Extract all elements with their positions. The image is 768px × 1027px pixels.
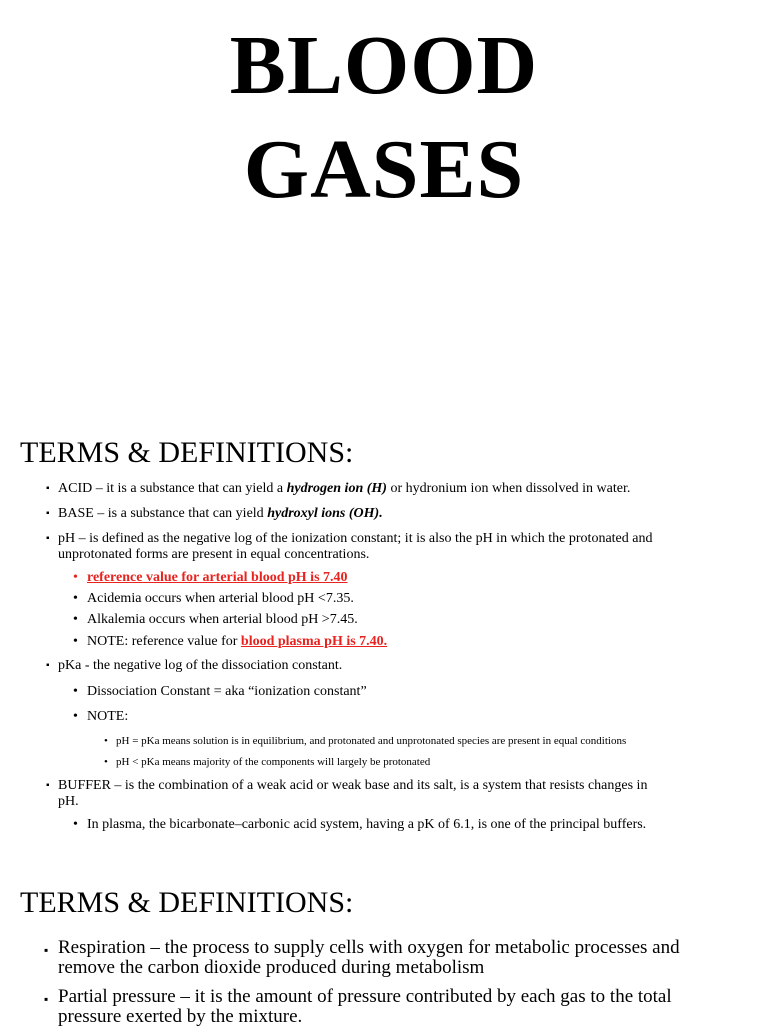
bullet-square-icon: ▪ <box>46 780 50 791</box>
page-title-line-1: BLOOD <box>229 19 539 112</box>
definition-partial-pressure: ▪ Partial pressure – it is the amount of pressure contributed by each gas to the total pressure exerted by the mixture. <box>44 986 672 1027</box>
pka-note-protonated: • pH < pKa means majority of the components will largely be protonated <box>104 756 431 768</box>
definition-base: ▪ BASE – is a substance that can yield hydroxyl ions (OH). <box>46 506 383 521</box>
definition-respiration: ▪ Respiration – the process to supply cells with oxygen for metabolic processes and remove the carbon dioxide produced during metabolism <box>44 937 680 978</box>
bullet-square-icon: ▪ <box>44 992 49 1006</box>
bullet-dot-icon: • <box>73 612 78 627</box>
bullet-square-icon: ▪ <box>46 533 50 544</box>
bullet-square-icon: ▪ <box>44 943 49 957</box>
pka-note-equilibrium: • pH = pKa means solution is in equilibrium, and protonated and unprotonated species are present in equal conditions <box>104 735 627 747</box>
bullet-dot-icon: • <box>73 684 78 699</box>
pka-note-item: • NOTE: <box>73 709 129 724</box>
bullet-dot-icon: • <box>73 709 78 724</box>
section-heading-terms-1: TERMS & DEFINITIONS: <box>20 436 354 469</box>
plasma-buffer-item: • In plasma, the bicarbonate–carbonic acid system, having a pK of 6.1, is one of the principal buffers. <box>73 817 647 832</box>
bullet-dot-icon: • <box>73 570 78 585</box>
bullet-square-icon: ▪ <box>46 660 50 671</box>
bullet-dot-icon: • <box>104 756 108 768</box>
definition-acid: ▪ ACID – it is a substance that can yield a hydrogen ion (H) or hydronium ion when dissolved in water. <box>46 481 631 496</box>
definition-buffer: ▪ BUFFER – is the combination of a weak acid or weak base and its salt, is a system that resists changes in pH. <box>46 778 648 809</box>
alkalemia-item: • Alkalemia occurs when arterial blood pH >7.45. <box>73 612 358 627</box>
section-heading-terms-2: TERMS & DEFINITIONS: <box>20 886 354 919</box>
bullet-dot-icon: • <box>104 735 108 747</box>
ph-reference-value: • reference value for arterial blood pH is 7.40 <box>73 570 348 585</box>
bullet-dot-icon: • <box>73 634 78 649</box>
bullet-dot-icon: • <box>73 817 78 832</box>
plasma-ph-note: • NOTE: reference value for blood plasma pH is 7.40. <box>73 634 388 649</box>
acidemia-item: • Acidemia occurs when arterial blood pH <7.35. <box>73 591 354 606</box>
bullet-square-icon: ▪ <box>46 483 50 494</box>
bullet-dot-icon: • <box>73 591 78 606</box>
page-title-line-2: GASES <box>243 123 525 216</box>
dissociation-constant-item: • Dissociation Constant = aka “ionization constant” <box>73 684 367 699</box>
definition-pka: ▪ pKa - the negative log of the dissociation constant. <box>46 658 343 673</box>
bullet-square-icon: ▪ <box>46 508 50 519</box>
definition-ph: ▪ pH – is defined as the negative log of the ionization constant; it is also the pH in which the protonated and unprotonated forms are present in equal concentrations. <box>46 531 653 562</box>
